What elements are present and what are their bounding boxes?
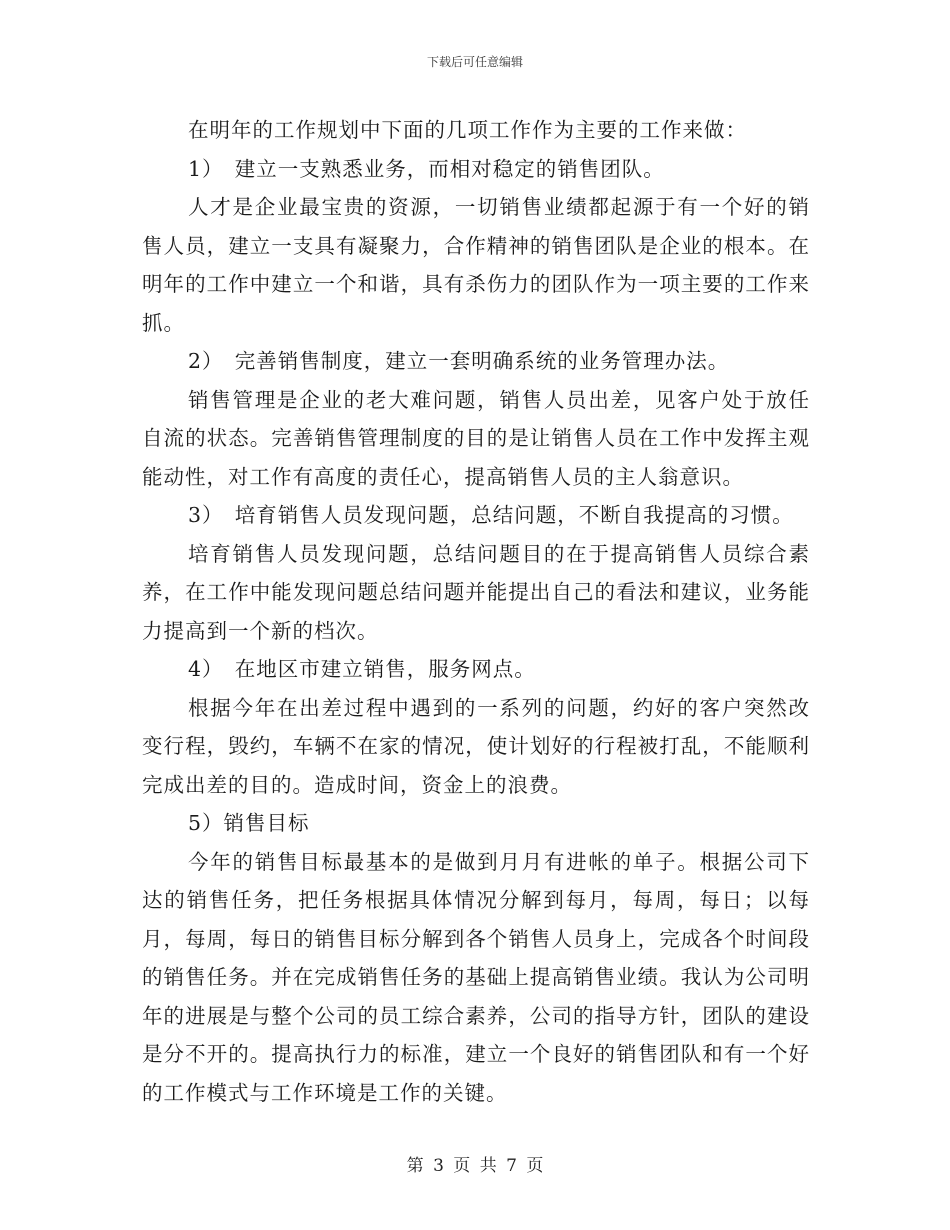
page-header: 下载后可任意编辑 (426, 55, 523, 69)
paragraph-item-1: 人才是企业最宝贵的资源，一切销售业绩都起源于有一个好的销售人员，建立一支具有凝聚力，合作精神的销售团队是企业的根本。在明年的工作中建立一个和谐，具有杀伤力的团队作为一项主要的工作来抓。 (142, 195, 810, 335)
heading-item-4: 4） 在地区市建立销售，服务网点。 (188, 657, 536, 681)
document-body (142, 111, 810, 1112)
heading-item-5: 5）销售目标 (188, 811, 310, 835)
paragraph-item-4: 根据今年在出差过程中遇到的一系列的问题，约好的客户突然改变行程，毁约，车辆不在家的情况，使计划好的行程被打乱，不能顺利完成出差的目的。造成时间，资金上的浪费。 (142, 695, 810, 797)
heading-item-3: 3） 培育销售人员发现问题，总结问题，不断自我提高的习惯。 (188, 503, 794, 527)
heading-item-2: 2） 完善销售制度，建立一套明确系统的业务管理办法。 (188, 349, 730, 373)
heading-item-1: 1） 建立一支熟悉业务，而相对稳定的销售团队。 (188, 156, 665, 181)
paragraph-intro: 在明年的工作规划中下面的几项工作作为主要的工作来做： (188, 118, 747, 142)
paragraph-item-5: 今年的销售目标最基本的是做到月月有进帐的单子。根据公司下达的销售任务，把任务根据具体情况分解到每月，每周，每日；以每月，每周，每日的销售目标分解到各个销售人员身上，完成各个时间段的销售任务。并在完成销售任务的基础上提高销售业绩。我认为公司明年的进展是与整个公司的员工综合素养，公司的指导方针，团队的建设是分不开的。提高执行力的标准，建立一个良好的销售团队和有一个好的工作模式与工作环境是工作的关键。 (142, 849, 810, 1105)
paragraph-item-3: 培育销售人员发现问题，总结问题目的在于提高销售人员综合素养，在工作中能发现问题总结问题并能提出自己的看法和建议，业务能力提高到一个新的档次。 (142, 541, 810, 643)
paragraph-item-2: 销售管理是企业的老大难问题，销售人员出差，见客户处于放任自流的状态。完善销售管理制度的目的是让销售人员在工作中发挥主观能动性，对工作有高度的责任心，提高销售人员的主人翁意识。 (142, 387, 810, 489)
page-number-footer: 第 3 页 共 7 页 (406, 1156, 544, 1176)
